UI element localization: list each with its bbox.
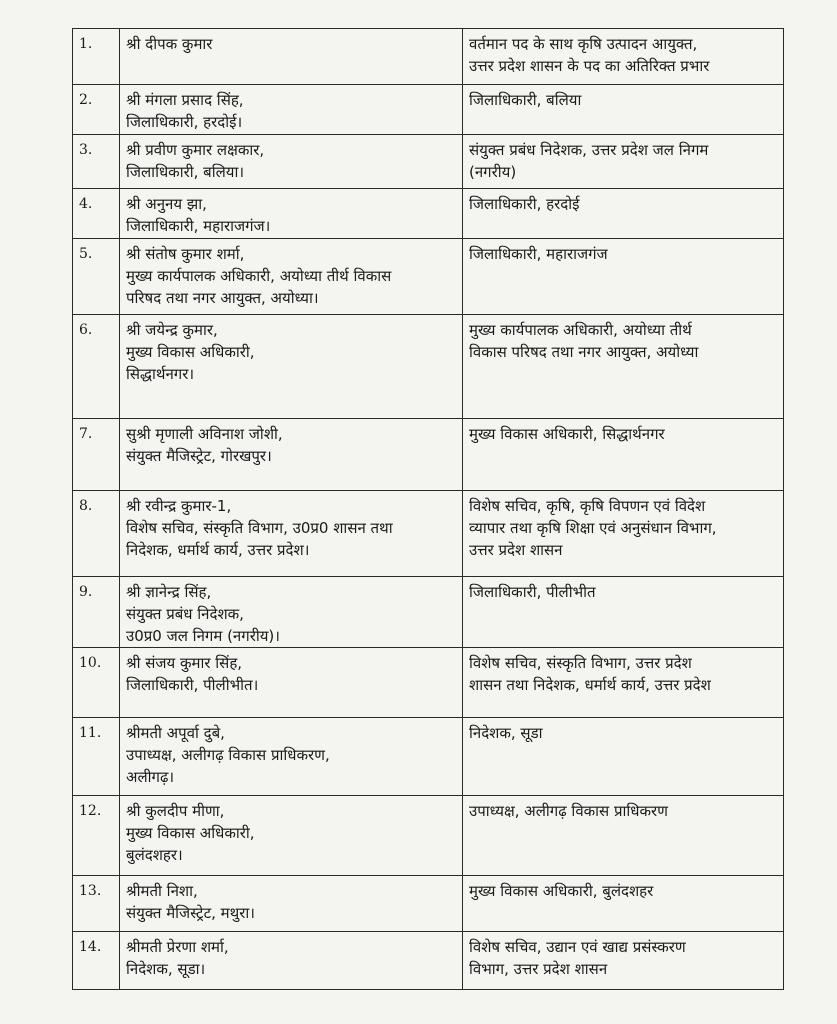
table-row [73,648,784,718]
serial-number: 1. [73,29,120,85]
officer-current-post [120,491,463,577]
new-post-line: उत्तर प्रदेश शासन [469,541,563,559]
new-post-line: जिलाधिकारी, बलिया [469,91,582,109]
serial-number: 7. [73,419,120,491]
serial-number: 10. [73,648,120,718]
current-post-line: संयुक्त प्रबंध निदेशक, [126,605,244,623]
officer-current-post [120,419,463,491]
new-post-line: जिलाधिकारी, हरदोई [469,195,580,213]
officer-new-post [463,419,784,491]
current-post-line: श्री अनुनय झा, [126,195,207,213]
current-post-line: जिलाधिकारी, पीलीभीत। [126,676,259,694]
new-post-line: जिलाधिकारी, महाराजगंज [469,245,608,263]
officer-current-post [120,577,463,648]
table-row [73,491,784,577]
current-post-line: जिलाधिकारी, हरदोई। [126,113,243,131]
current-post-line: श्री संतोष कुमार शर्मा, [126,245,245,263]
serial-number: 4. [73,189,120,239]
current-post-line: मुख्य विकास अधिकारी, [126,824,255,842]
officer-new-post [463,796,784,876]
officer-current-post [120,85,463,135]
officer-current-post [120,796,463,876]
officer-new-post [463,491,784,577]
current-post-line: श्रीमती निशा, [126,882,198,900]
serial-number: 6. [73,315,120,419]
officer-current-post [120,135,463,189]
current-post-line: विशेष सचिव, संस्कृति विभाग, उ0प्र0 शासन तथा [126,519,393,537]
current-post-line: बुलंदशहर। [126,846,183,864]
new-post-line: उत्तर प्रदेश शासन के पद का अतिरिक्त प्रभार [469,57,710,75]
current-post-line: मुख्य कार्यपालक अधिकारी, अयोध्या तीर्थ विकास [126,267,392,285]
serial-number: 14. [73,932,120,990]
new-post-line: विभाग, उत्तर प्रदेश शासन [469,960,608,978]
officer-new-post [463,315,784,419]
officer-current-post [120,718,463,796]
table-row [73,135,784,189]
current-post-line: सिद्धार्थनगर। [126,365,195,383]
serial-number: 3. [73,135,120,189]
current-post-line: श्री कुलदीप मीणा, [126,802,225,820]
current-post-line: निदेशक, धर्मार्थ कार्य, उत्तर प्रदेश। [126,541,310,559]
serial-number: 11. [73,718,120,796]
table-row [73,876,784,932]
new-post-line: वर्तमान पद के साथ कृषि उत्पादन आयुक्त, [469,35,698,53]
new-post-line: निदेशक, सूडा [469,724,543,742]
new-post-line: व्यापार तथा कृषि शिक्षा एवं अनुसंधान विभाग, [469,519,717,537]
officer-current-post [120,239,463,315]
new-post-line: शासन तथा निदेशक, धर्मार्थ कार्य, उत्तर प्रदेश [469,676,711,694]
serial-number: 8. [73,491,120,577]
current-post-line: निदेशक, सूडा। [126,960,206,978]
current-post-line: जिलाधिकारी, महाराजगंज। [126,217,271,235]
officer-current-post [120,315,463,419]
officer-new-post [463,85,784,135]
current-post-line: संयुक्त मैजिस्ट्रेट, मथुरा। [126,904,255,922]
new-post-line: (नगरीय) [469,163,517,181]
new-post-line: मुख्य कार्यपालक अधिकारी, अयोध्या तीर्थ [469,321,692,339]
table-row [73,932,784,990]
current-post-line: श्री जयेन्द्र कुमार, [126,321,218,339]
serial-number: 2. [73,85,120,135]
table-row [73,189,784,239]
officer-new-post [463,135,784,189]
current-post-line: मुख्य विकास अधिकारी, [126,343,255,361]
posting-table-body [73,29,784,990]
table-row [73,796,784,876]
officer-current-post [120,876,463,932]
officer-current-post [120,189,463,239]
new-post-line: विशेष सचिव, उद्यान एवं खाद्य प्रसंस्करण [469,938,686,956]
current-post-line: उपाध्यक्ष, अलीगढ़ विकास प्राधिकरण, [126,746,330,764]
new-post-line: जिलाधिकारी, पीलीभीत [469,583,596,601]
current-post-line: श्री संजय कुमार सिंह, [126,654,243,672]
new-post-line: विशेष सचिव, संस्कृति विभाग, उत्तर प्रदेश [469,654,692,672]
new-post-line: विकास परिषद तथा नगर आयुक्त, अयोध्या [469,343,699,361]
officer-new-post [463,718,784,796]
new-post-line: मुख्य विकास अधिकारी, सिद्धार्थनगर [469,425,665,443]
serial-number: 5. [73,239,120,315]
officer-current-post [120,932,463,990]
current-post-line: सुश्री मृणाली अविनाश जोशी, [126,425,283,443]
current-post-line: जिलाधिकारी, बलिया। [126,163,245,181]
serial-number: 13. [73,876,120,932]
current-post-line: श्री दीपक कुमार [126,35,213,53]
table-row [73,419,784,491]
current-post-line: श्रीमती प्रेरणा शर्मा, [126,938,229,956]
current-post-line: श्री ज्ञानेन्द्र सिंह, [126,583,212,601]
serial-number: 12. [73,796,120,876]
new-post-line: संयुक्त प्रबंध निदेशक, उत्तर प्रदेश जल निगम [469,141,709,159]
current-post-line: श्री प्रवीण कुमार लक्षकार, [126,141,265,159]
table-row [73,85,784,135]
current-post-line: उ0प्र0 जल निगम (नगरीय)। [126,627,280,645]
officer-new-post [463,189,784,239]
table-row [73,577,784,648]
officer-new-post [463,577,784,648]
officer-new-post [463,29,784,85]
posting-table [72,28,784,990]
officer-new-post [463,239,784,315]
current-post-line: श्रीमती अपूर्वा दुबे, [126,724,225,742]
new-post-line: विशेष सचिव, कृषि, कृषि विपणन एवं विदेश [469,497,706,515]
officer-new-post [463,648,784,718]
current-post-line: श्री रवीन्द्र कुमार-1, [126,497,232,515]
officer-current-post [120,648,463,718]
officer-current-post [120,29,463,85]
table-row [73,29,784,85]
table-row [73,239,784,315]
table-row [73,315,784,419]
officer-new-post [463,876,784,932]
current-post-line: अलीगढ़। [126,768,175,786]
serial-number: 9. [73,577,120,648]
officer-new-post [463,932,784,990]
current-post-line: संयुक्त मैजिस्ट्रेट, गोरखपुर। [126,447,272,465]
new-post-line: उपाध्यक्ष, अलीगढ़ विकास प्राधिकरण [469,802,668,820]
current-post-line: परिषद तथा नगर आयुक्त, अयोध्या। [126,289,319,307]
current-post-line: श्री मंगला प्रसाद सिंह, [126,91,244,109]
new-post-line: मुख्य विकास अधिकारी, बुलंदशहर [469,882,654,900]
table-row [73,718,784,796]
